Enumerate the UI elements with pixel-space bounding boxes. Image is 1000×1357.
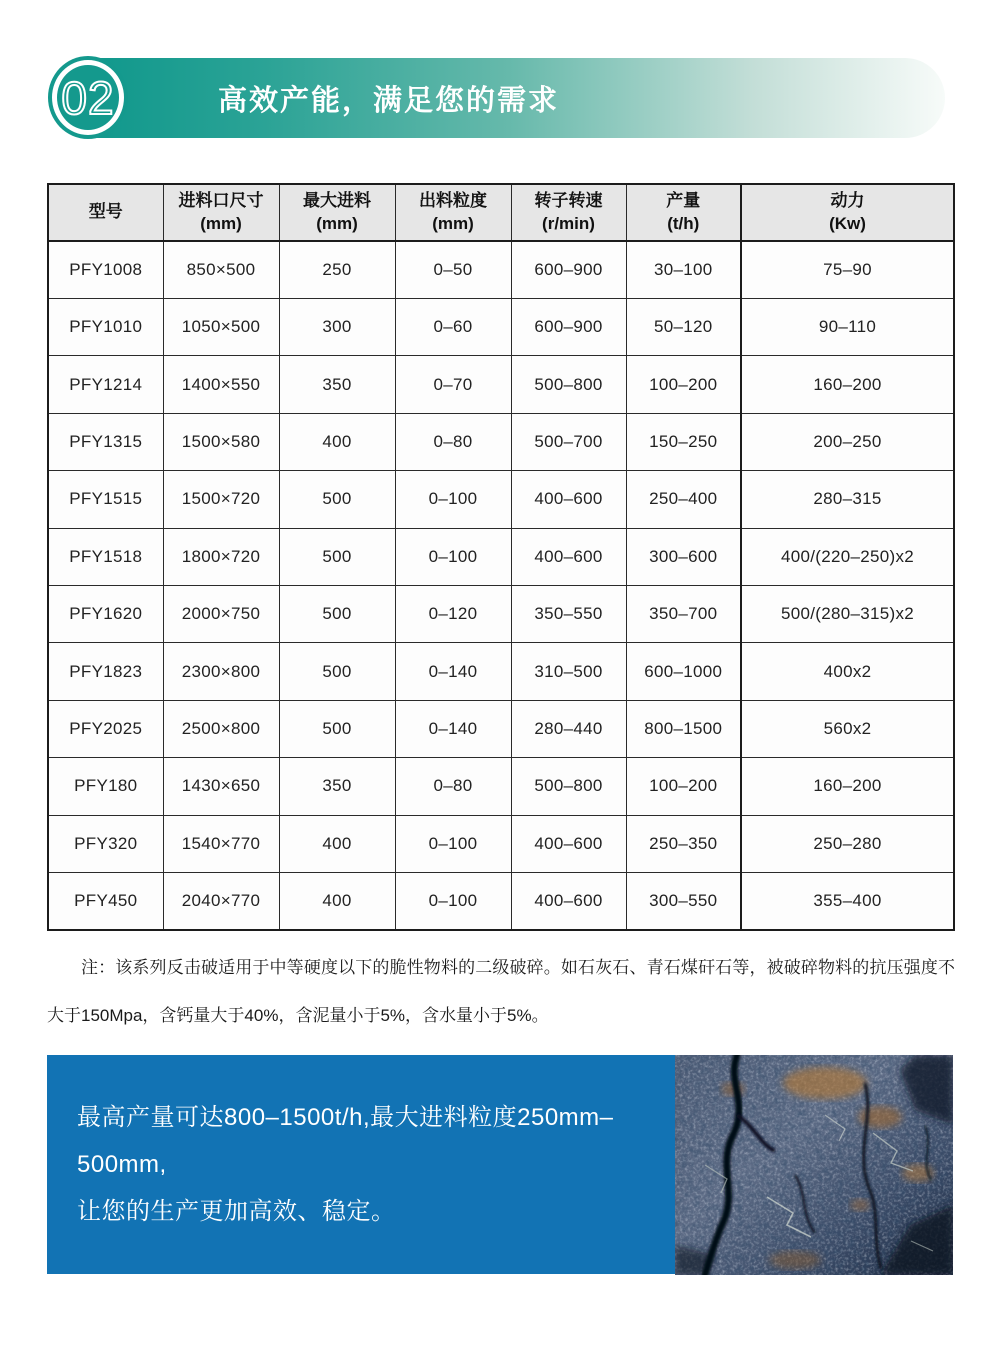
table-cell: 500/(280–315)x2 <box>741 585 954 642</box>
column-header: 动力 (Kw) <box>741 184 954 241</box>
table-cell: 560x2 <box>741 700 954 757</box>
table-cell: 500–800 <box>511 356 626 413</box>
table-cell: 1400×550 <box>163 356 279 413</box>
table-cell: 500–800 <box>511 758 626 815</box>
table-cell: 250 <box>279 241 395 298</box>
table-cell: PFY450 <box>48 872 163 930</box>
table-cell: 400–600 <box>511 815 626 872</box>
table-cell: 1430×650 <box>163 758 279 815</box>
table-cell: 280–440 <box>511 700 626 757</box>
table-cell: 355–400 <box>741 872 954 930</box>
table-cell: PFY1008 <box>48 241 163 298</box>
table-cell: 0–120 <box>395 585 511 642</box>
table-cell: 400 <box>279 815 395 872</box>
table-cell: PFY180 <box>48 758 163 815</box>
section-number-badge <box>52 60 124 135</box>
table-cell: 0–100 <box>395 815 511 872</box>
table-cell: 90–110 <box>741 298 954 355</box>
table-cell: 0–140 <box>395 643 511 700</box>
table-cell: PFY1214 <box>48 356 163 413</box>
table-cell: 500 <box>279 585 395 642</box>
table-cell: 600–900 <box>511 241 626 298</box>
table-cell: 250–400 <box>626 471 741 528</box>
table-cell: 600–1000 <box>626 643 741 700</box>
section-number: 02 <box>61 71 115 124</box>
table-cell: 30–100 <box>626 241 741 298</box>
column-header: 出料粒度 (mm) <box>395 184 511 241</box>
table-row <box>48 872 954 930</box>
table-cell: 500 <box>279 700 395 757</box>
table-cell: 0–50 <box>395 241 511 298</box>
spec-table-body <box>48 241 954 930</box>
table-cell: 850×500 <box>163 241 279 298</box>
table-footnote: 注：该系列反击破适用于中等硬度以下的脆性物料的二级破碎。如石灰石、青石煤矸石等，被破碎物料的抗压强度不大于150Mpa，含钙量大于40%，含泥量小于5%，含水量小于5%。 <box>47 958 955 1025</box>
table-cell: 300–600 <box>626 528 741 585</box>
table-row <box>48 528 954 585</box>
table-cell: 1500×720 <box>163 471 279 528</box>
table-cell: 400–600 <box>511 528 626 585</box>
table-row <box>48 241 954 298</box>
table-cell: 350 <box>279 758 395 815</box>
table-cell: 400x2 <box>741 643 954 700</box>
column-header: 转子转速 (r/min) <box>511 184 626 241</box>
column-header: 型号 <box>48 184 163 241</box>
table-row <box>48 585 954 642</box>
table-cell: 0–100 <box>395 872 511 930</box>
table-cell: 600–900 <box>511 298 626 355</box>
table-row <box>48 643 954 700</box>
table-cell: 1050×500 <box>163 298 279 355</box>
table-cell: 0–60 <box>395 298 511 355</box>
table-cell: 1800×720 <box>163 528 279 585</box>
table-cell: 200–250 <box>741 413 954 470</box>
table-cell: 350–550 <box>511 585 626 642</box>
table-cell: PFY1620 <box>48 585 163 642</box>
table-cell: 400 <box>279 413 395 470</box>
table-cell: PFY2025 <box>48 700 163 757</box>
table-row <box>48 356 954 413</box>
table-cell: 0–100 <box>395 528 511 585</box>
table-cell: 100–200 <box>626 758 741 815</box>
column-header: 产量 (t/h) <box>626 184 741 241</box>
table-cell: PFY1515 <box>48 471 163 528</box>
table-cell: 400/(220–250)x2 <box>741 528 954 585</box>
table-cell: 2040×770 <box>163 872 279 930</box>
table-cell: 250–280 <box>741 815 954 872</box>
spec-table <box>47 183 955 931</box>
table-cell: 400–600 <box>511 872 626 930</box>
table-cell: 0–140 <box>395 700 511 757</box>
table-cell: 300–550 <box>626 872 741 930</box>
table-cell: 500 <box>279 471 395 528</box>
table-cell: 160–200 <box>741 758 954 815</box>
table-cell: 0–80 <box>395 413 511 470</box>
rock-texture-photo <box>675 1055 953 1275</box>
table-cell: 500 <box>279 643 395 700</box>
table-cell: PFY1315 <box>48 413 163 470</box>
section-header-banner <box>73 58 945 138</box>
table-cell: 0–80 <box>395 758 511 815</box>
table-cell: 310–500 <box>511 643 626 700</box>
table-cell: PFY1518 <box>48 528 163 585</box>
table-cell: 300 <box>279 298 395 355</box>
table-cell: 500–700 <box>511 413 626 470</box>
table-cell: 0–100 <box>395 471 511 528</box>
table-row <box>48 758 954 815</box>
table-cell: PFY1010 <box>48 298 163 355</box>
table-cell: 150–250 <box>626 413 741 470</box>
capacity-highlight-banner <box>47 1055 675 1274</box>
table-cell: 2300×800 <box>163 643 279 700</box>
column-header: 最大进料 (mm) <box>279 184 395 241</box>
highlight-line-1: 最高产量可达800–1500t/h,最大进料粒度250mm–500mm, <box>77 1104 614 1178</box>
spec-table-head-row <box>48 184 954 241</box>
table-cell: 500 <box>279 528 395 585</box>
table-cell: 400–600 <box>511 471 626 528</box>
table-cell: 0–70 <box>395 356 511 413</box>
table-row <box>48 298 954 355</box>
table-cell: 2000×750 <box>163 585 279 642</box>
table-row <box>48 700 954 757</box>
table-cell: 280–315 <box>741 471 954 528</box>
table-cell: 2500×800 <box>163 700 279 757</box>
section-title: 高效产能，满足您的需求 <box>218 84 560 117</box>
table-cell: 1500×580 <box>163 413 279 470</box>
table-cell: 100–200 <box>626 356 741 413</box>
table-cell: PFY1823 <box>48 643 163 700</box>
table-cell: 250–350 <box>626 815 741 872</box>
table-cell: PFY320 <box>48 815 163 872</box>
table-row <box>48 413 954 470</box>
table-cell: 1540×770 <box>163 815 279 872</box>
table-cell: 350 <box>279 356 395 413</box>
table-cell: 400 <box>279 872 395 930</box>
table-cell: 800–1500 <box>626 700 741 757</box>
table-row <box>48 471 954 528</box>
column-header: 进料口尺寸 (mm) <box>163 184 279 241</box>
table-cell: 75–90 <box>741 241 954 298</box>
table-cell: 50–120 <box>626 298 741 355</box>
highlight-line-2: 让您的生产更加高效、稳定。 <box>77 1198 396 1225</box>
table-row <box>48 815 954 872</box>
table-cell: 350–700 <box>626 585 741 642</box>
table-cell: 160–200 <box>741 356 954 413</box>
